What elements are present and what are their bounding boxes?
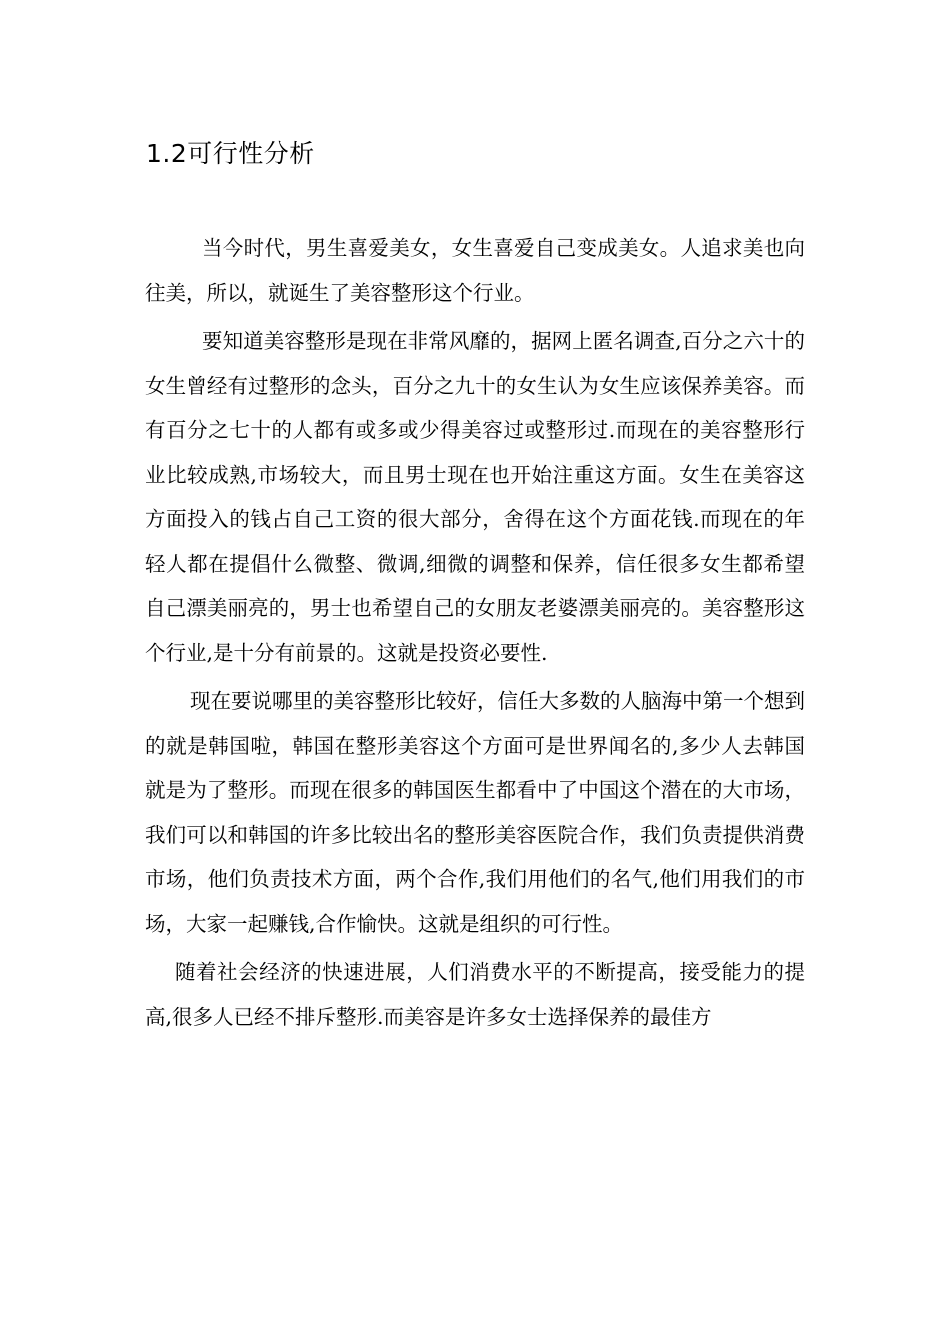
section-heading: 1.2可行性分析 — [146, 139, 315, 168]
paragraph-necessity: 要知道美容整形是现在非常风靡的，据网上匿名调查,百分之六十的女生曾经有过整形的念头，百分之九十的女生认为女生应该保养美容。而有百分之七十的人都有或多或少得美容过或整形过.而现在的美容整形行业比较成熟,市场较大，而且男士现在也开始注重这方面。女生在美容这方面投入的钱占自己工资的很大部分，舍得在这个方面花钱.而现在的年轻人都在提倡什么微整、微调,细微的调整和保养，信任很多女生都希望自己漂美丽亮的，男士也希望自己的女朋友老婆漂美丽亮的。美容整形这个行业,是十分有前景的。这就是投资必要性. — [145, 329, 805, 665]
paragraph-economy: 随着社会经济的快速进展，人们消费水平的不断提高，接受能力的提高,很多人已经不排斥整形.而美容是许多女士选择保养的最佳方 — [145, 960, 805, 1029]
paragraph-intro: 当今时代，男生喜爱美女，女生喜爱自己变成美女。人追求美也向往美，所以，就诞生了美容整形这个行业。 — [145, 236, 805, 305]
document-body — [145, 226, 805, 1043]
paragraph-feasibility: 现在要说哪里的美容整形比较好，信任大多数的人脑海中第一个想到的就是韩国啦，韩国在整形美容这个方面可是世界闻名的,多少人去韩国就是为了整形。而现在很多的韩国医生都看中了中国这个潜在的大市场，我们可以和韩国的许多比较出名的整形美容医院合作，我们负责提供消费市场，他们负责技术方面，两个合作,我们用他们的名气,他们用我们的市场，大家一起赚钱,合作愉快。这就是组织的可行性。 — [145, 689, 805, 936]
